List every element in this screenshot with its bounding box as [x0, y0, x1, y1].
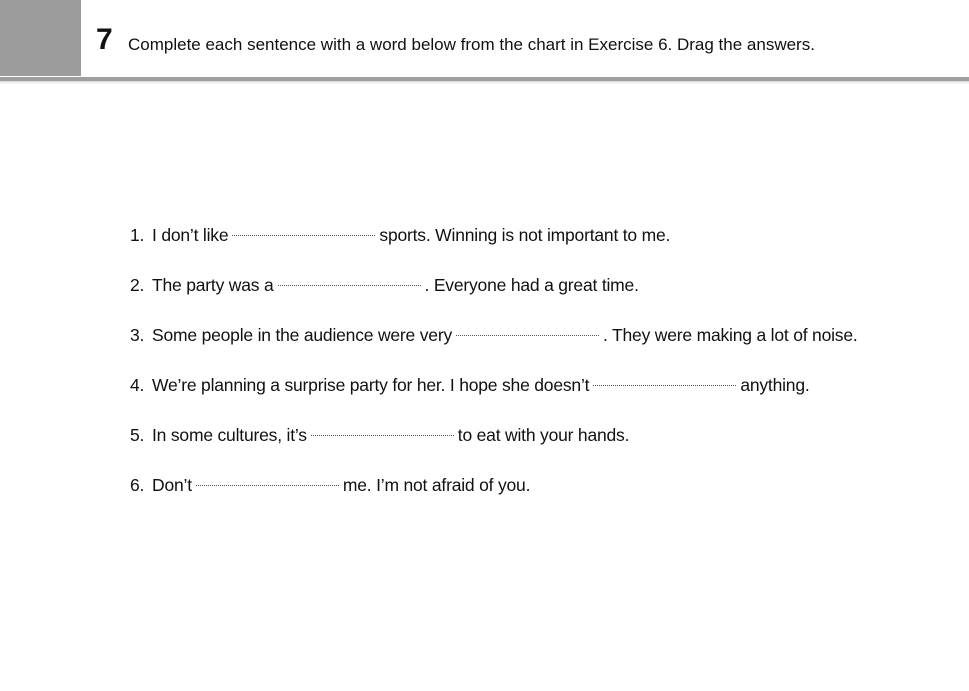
sentence-text-after: to eat with your hands. [457, 425, 630, 445]
answer-drop-zone[interactable] [196, 468, 339, 486]
answer-drop-zone[interactable] [278, 268, 421, 286]
answer-drop-zone[interactable] [232, 218, 375, 236]
sentence-text-before: I don’t like [152, 225, 229, 245]
sentence-text-before: The party was a [152, 275, 274, 295]
sentence-text-before: Some people in the audience were very [152, 325, 453, 345]
sentence-text-before: We’re planning a surprise party for her. I hope she doesn’t [152, 375, 590, 395]
sentence-text-after: . Everyone had a great time. [424, 275, 639, 295]
sentence-text-before: Don’t [152, 475, 192, 495]
sentence-item [130, 272, 950, 322]
sentence-item [130, 372, 950, 422]
sentence-number: 1. [130, 225, 145, 245]
exercise-header [0, 0, 969, 78]
sentence-item [130, 222, 950, 272]
sentence-number: 4. [130, 375, 145, 395]
answer-drop-zone[interactable] [456, 318, 599, 336]
answer-drop-zone[interactable] [593, 368, 736, 386]
sentence-text-after: sports. Winning is not important to me. [379, 225, 671, 245]
sentence-item [130, 422, 950, 472]
exercise-number: 7 [96, 23, 113, 56]
sentence-number: 5. [130, 425, 145, 445]
sentence-number: 2. [130, 275, 145, 295]
sentence-number: 3. [130, 325, 145, 345]
sentence-number: 6. [130, 475, 145, 495]
sentence-text-after: me. I’m not afraid of you. [342, 475, 531, 495]
sentence-item [130, 322, 950, 372]
exercise-instruction: Complete each sentence with a word below from the chart in Exercise 6. Drag the answers. [128, 35, 815, 54]
sentence-text-after: anything. [740, 375, 810, 395]
sentence-item [130, 472, 950, 522]
header-accent-block [0, 0, 81, 76]
sentence-text-after: . They were making a lot of noise. [603, 325, 858, 345]
sentence-list [130, 222, 950, 522]
answer-drop-zone[interactable] [311, 418, 454, 436]
header-divider-shadow [0, 81, 969, 84]
sentence-text-before: In some cultures, it’s [152, 425, 307, 445]
